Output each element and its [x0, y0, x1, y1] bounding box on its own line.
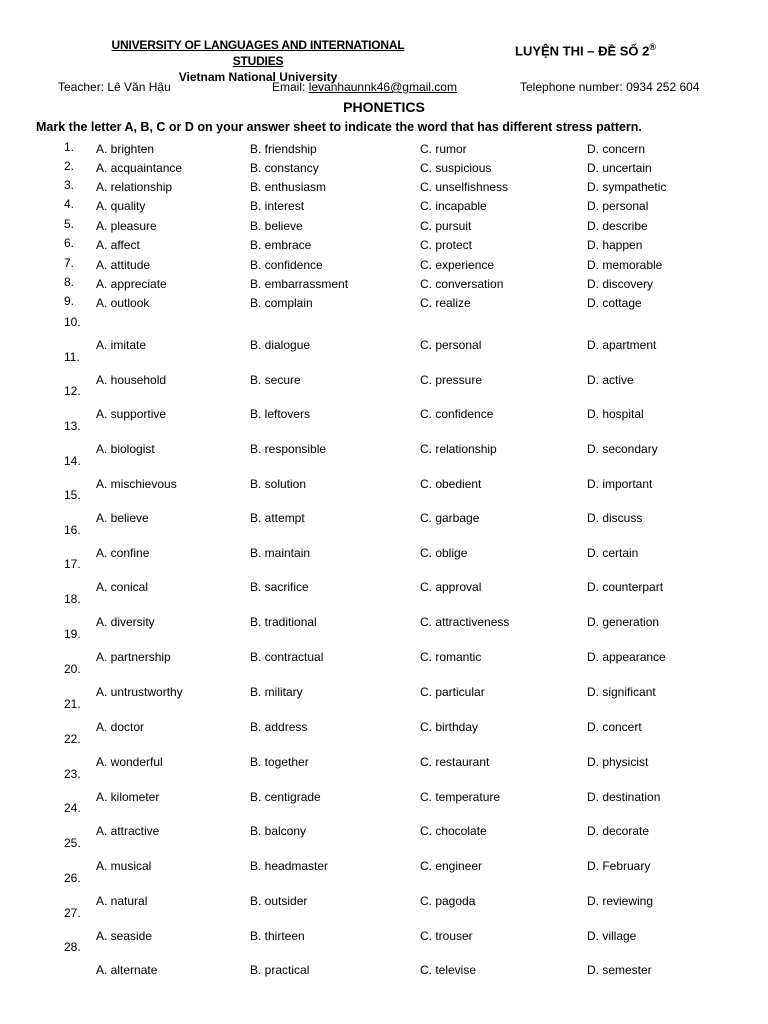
option-c: C. birthday [420, 720, 479, 734]
option-b: B. military [250, 685, 303, 699]
option-b: B. dialogue [250, 338, 311, 352]
option-a: A. believe [96, 511, 149, 525]
option-a: A. kilometer [96, 790, 160, 804]
question-number: 3. [64, 178, 75, 192]
option-b: B. confidence [250, 258, 323, 272]
option-d: D. generation [587, 615, 660, 629]
option-c: C. protect [420, 238, 473, 252]
section-title: PHONETICS [343, 99, 425, 115]
option-a: A. quality [96, 199, 146, 213]
question-number: 28. [64, 940, 81, 954]
option-b: B. interest [250, 199, 305, 213]
question-number: 2. [64, 159, 75, 173]
option-c: C. incapable [420, 199, 487, 213]
option-a: A. imitate [96, 338, 147, 352]
option-a: A. seaside [96, 929, 153, 943]
option-c: C. approval [420, 580, 482, 594]
email-line [272, 80, 457, 94]
option-d: D. semester [587, 963, 652, 977]
option-a: A. untrustworthy [96, 685, 183, 699]
option-b: B. centigrade [250, 790, 321, 804]
option-c: C. pursuit [420, 219, 472, 233]
option-b: B. complain [250, 296, 313, 310]
option-a: A. acquaintance [96, 161, 183, 175]
option-d: D. village [587, 929, 637, 943]
option-c: C. romantic [420, 650, 482, 664]
question-number: 18. [64, 592, 81, 606]
question-number: 20. [64, 662, 81, 676]
option-c: C. televise [420, 963, 477, 977]
option-b: B. sacrifice [250, 580, 309, 594]
option-b: B. thirteen [250, 929, 305, 943]
teacher-name: Teacher: Lê Văn Hậu [58, 80, 171, 94]
question-number: 4. [64, 197, 75, 211]
option-b: B. outsider [250, 894, 308, 908]
option-a: A. biologist [96, 442, 155, 456]
option-d: D. February [587, 859, 651, 873]
option-c: C. particular [420, 685, 485, 699]
option-b: B. secure [250, 373, 301, 387]
question-number: 13. [64, 419, 81, 433]
option-d: D. concert [587, 720, 642, 734]
option-d: D. significant [587, 685, 656, 699]
question-number: 23. [64, 767, 81, 781]
option-d: D. cottage [587, 296, 642, 310]
option-c: C. chocolate [420, 824, 487, 838]
option-a: A. affect [96, 238, 140, 252]
option-c: C. restaurant [420, 755, 490, 769]
option-c: C. unselfishness [420, 180, 509, 194]
option-a: A. alternate [96, 963, 158, 977]
university-name: UNIVERSITY OF LANGUAGES AND INTERNATIONAL STUDIES [111, 38, 405, 68]
option-b: B. embrace [250, 238, 312, 252]
option-a: A. confine [96, 546, 150, 560]
option-c: C. obedient [420, 477, 482, 491]
option-a: A. appreciate [96, 277, 167, 291]
question-number: 8. [64, 275, 75, 289]
question-number: 12. [64, 384, 81, 398]
question-number: 14. [64, 454, 81, 468]
instruction-text: Mark the letter A, B, C or D on your answer sheet to indicate the word that has different stress pattern. [36, 120, 642, 134]
question-number: 7. [64, 256, 75, 270]
option-c: C. rumor [420, 142, 467, 156]
option-c: C. relationship [420, 442, 497, 456]
option-c: C. suspicious [420, 161, 492, 175]
question-number: 21. [64, 697, 81, 711]
option-a: A. brighten [96, 142, 155, 156]
option-b: B. headmaster [250, 859, 329, 873]
option-d: D. certain [587, 546, 639, 560]
option-b: B. maintain [250, 546, 311, 560]
option-a: A. attractive [96, 824, 160, 838]
option-d: D. appearance [587, 650, 666, 664]
option-b: B. embarrassment [250, 277, 349, 291]
option-b: B. believe [250, 219, 303, 233]
option-a: A. household [96, 373, 167, 387]
option-c: C. pagoda [420, 894, 476, 908]
option-a: A. attitude [96, 258, 151, 272]
option-d: D. apartment [587, 338, 657, 352]
question-number: 1. [64, 140, 75, 154]
option-c: C. garbage [420, 511, 480, 525]
option-d: D. discovery [587, 277, 654, 291]
question-number: 15. [64, 488, 81, 502]
option-b: B. balcony [250, 824, 307, 838]
option-a: A. doctor [96, 720, 145, 734]
option-a: A. supportive [96, 407, 167, 421]
test-title [515, 42, 656, 58]
option-c: C. oblige [420, 546, 468, 560]
option-c: C. trouser [420, 929, 473, 943]
option-c: C. engineer [420, 859, 483, 873]
telephone-number: Telephone number: 0934 252 604 [520, 80, 700, 94]
option-a: A. pleasure [96, 219, 157, 233]
registered-mark: ® [649, 42, 657, 52]
option-d: D. decorate [587, 824, 650, 838]
option-d: D. personal [587, 199, 649, 213]
question-number: 10. [64, 315, 81, 329]
option-b: B. friendship [250, 142, 317, 156]
question-number: 5. [64, 217, 75, 231]
option-d: D. hospital [587, 407, 644, 421]
option-b: B. attempt [250, 511, 305, 525]
option-d: D. sympathetic [587, 180, 667, 194]
option-d: D. destination [587, 790, 661, 804]
question-number: 11. [64, 350, 80, 364]
option-d: D. active [587, 373, 634, 387]
option-b: B. address [250, 720, 308, 734]
option-b: B. responsible [250, 442, 327, 456]
option-b: B. enthusiasm [250, 180, 327, 194]
sub-university-name: Vietnam National University [178, 70, 338, 84]
option-a: A. diversity [96, 615, 155, 629]
option-d: D. physicist [587, 755, 649, 769]
question-number: 6. [64, 236, 75, 250]
option-d: D. counterpart [587, 580, 664, 594]
email-link[interactable]: levanhaunnk46@gmail.com [308, 80, 457, 94]
option-d: D. describe [587, 219, 648, 233]
option-c: C. conversation [420, 277, 504, 291]
question-number: 24. [64, 801, 81, 815]
question-number: 9. [64, 294, 75, 308]
option-a: A. mischievous [96, 477, 177, 491]
option-b: B. practical [250, 963, 310, 977]
option-b: B. leftovers [250, 407, 311, 421]
option-d: D. happen [587, 238, 643, 252]
option-b: B. together [250, 755, 309, 769]
university-header [87, 37, 429, 85]
option-a: A. outlook [96, 296, 150, 310]
option-b: B. constancy [250, 161, 319, 175]
question-number: 25. [64, 836, 81, 850]
option-d: D. memorable [587, 258, 663, 272]
question-number: 16. [64, 523, 81, 537]
option-a: A. wonderful [96, 755, 163, 769]
option-a: A. relationship [96, 180, 173, 194]
test-title-text: LUYỆN THI – ĐỀ SỐ 2 [515, 43, 650, 59]
option-a: A. partnership [96, 650, 171, 664]
option-c: C. confidence [420, 407, 494, 421]
question-number: 27. [64, 906, 81, 920]
option-d: D. reviewing [587, 894, 654, 908]
question-number: 19. [64, 627, 81, 641]
option-a: A. natural [96, 894, 148, 908]
option-c: C. realize [420, 296, 471, 310]
option-c: C. pressure [420, 373, 483, 387]
option-a: A. musical [96, 859, 152, 873]
email-label: Email: [272, 80, 306, 94]
option-c: C. personal [420, 338, 482, 352]
option-d: D. uncertain [587, 161, 652, 175]
option-d: D. secondary [587, 442, 658, 456]
option-c: C. experience [420, 258, 495, 272]
option-c: C. temperature [420, 790, 501, 804]
option-d: D. concern [587, 142, 646, 156]
option-b: B. contractual [250, 650, 324, 664]
option-b: B. solution [250, 477, 307, 491]
option-c: C. attractiveness [420, 615, 510, 629]
question-number: 26. [64, 871, 81, 885]
option-b: B. traditional [250, 615, 317, 629]
question-number: 17. [64, 557, 81, 571]
option-d: D. important [587, 477, 653, 491]
option-a: A. conical [96, 580, 149, 594]
option-d: D. discuss [587, 511, 643, 525]
question-number: 22. [64, 732, 81, 746]
